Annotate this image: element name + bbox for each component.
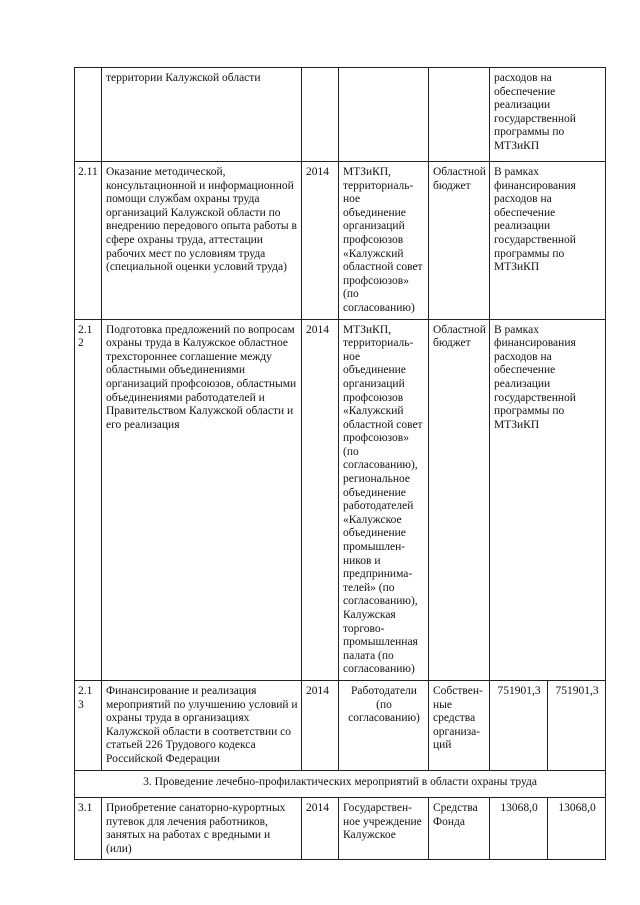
- funding-note: В рамках финансирования расходов на обеспечение реализации государственной программы по МТЗиКП: [490, 319, 606, 680]
- funding-note: расходов на обеспечение реализации государственной программы по МТЗиКП: [490, 68, 606, 162]
- measure-name: Оказание методической, консультационной и информационной помощи службам охраны труда организаций Калужской области по внедрению передового опыта работы в сфере охраны труда, аттестации рабочих мест по условиям труда (специальной оценки условий труда): [102, 162, 302, 320]
- document-page: [74, 67, 606, 860]
- year: 2014: [302, 319, 339, 680]
- funding-source: Областной бюджет: [429, 319, 490, 680]
- total-amount: 751901,3: [490, 680, 548, 770]
- measure-name: Финансирование и реализация мероприятий по улучшению условий и охраны труда в организациях Калужской области в соответствии со статьей 226 Трудового кодекса Российской Федерации: [102, 680, 302, 770]
- table-row: [75, 162, 606, 320]
- total-amount: 13068,0: [490, 797, 548, 859]
- row-number: 2.12: [75, 319, 102, 680]
- executor: МТЗиКП, территориаль-ное объединение организаций профсоюзов «Калужский областной совет профсоюзов» (по согласованию): [339, 162, 429, 320]
- funding-source: Областной бюджет: [429, 162, 490, 320]
- section-title: 3. Проведение лечебно-профилактических мероприятий в области охраны труда: [75, 770, 606, 797]
- year: 2014: [302, 680, 339, 770]
- row-number: 3.1: [75, 797, 102, 859]
- year: [302, 68, 339, 162]
- funding-source: [429, 68, 490, 162]
- year: 2014: [302, 162, 339, 320]
- row-number: 2.11: [75, 162, 102, 320]
- funding-source: Собствен-ные средства организа-ций: [429, 680, 490, 770]
- executor: МТЗиКП, территориаль-ное объединение организаций профсоюзов «Калужский областной совет профсоюзов» (по согласованию), региональное объединение работодателей «Калужское объединение промышлен-ников и предпринима-телей» (по согласованию), Калужская торгово-промышленная палата (по согласованию): [339, 319, 429, 680]
- measure-name: территории Калужской области: [102, 68, 302, 162]
- executor: [339, 68, 429, 162]
- row-number: 2.13: [75, 680, 102, 770]
- year: 2014: [302, 797, 339, 859]
- table-row: [75, 680, 606, 770]
- measures-table: [74, 67, 606, 860]
- measure-name: Приобретение санаторно-курортных путевок для лечения работников, занятых на работах с вредными и (или): [102, 797, 302, 859]
- funding-source: Средства Фонда: [429, 797, 490, 859]
- executor: Работодатели (по согласованию): [339, 680, 429, 770]
- measure-name: Подготовка предложений по вопросам охраны труда в Калужское областное трехстороннее соглашение между областными объединениями организаций профсоюзов, областными объединениями работодателей и Правительством Калужской области и его реализация: [102, 319, 302, 680]
- table-row: [75, 797, 606, 859]
- table-row: [75, 319, 606, 680]
- funding-note: В рамках финансирования расходов на обеспечение реализации государственной программы по МТЗиКП: [490, 162, 606, 320]
- year-amount: 751901,3: [548, 680, 606, 770]
- year-amount: 13068,0: [548, 797, 606, 859]
- section-header-row: [75, 770, 606, 797]
- executor: Государствен-ное учреждение Калужское: [339, 797, 429, 859]
- row-number: [75, 68, 102, 162]
- table-row: [75, 68, 606, 162]
